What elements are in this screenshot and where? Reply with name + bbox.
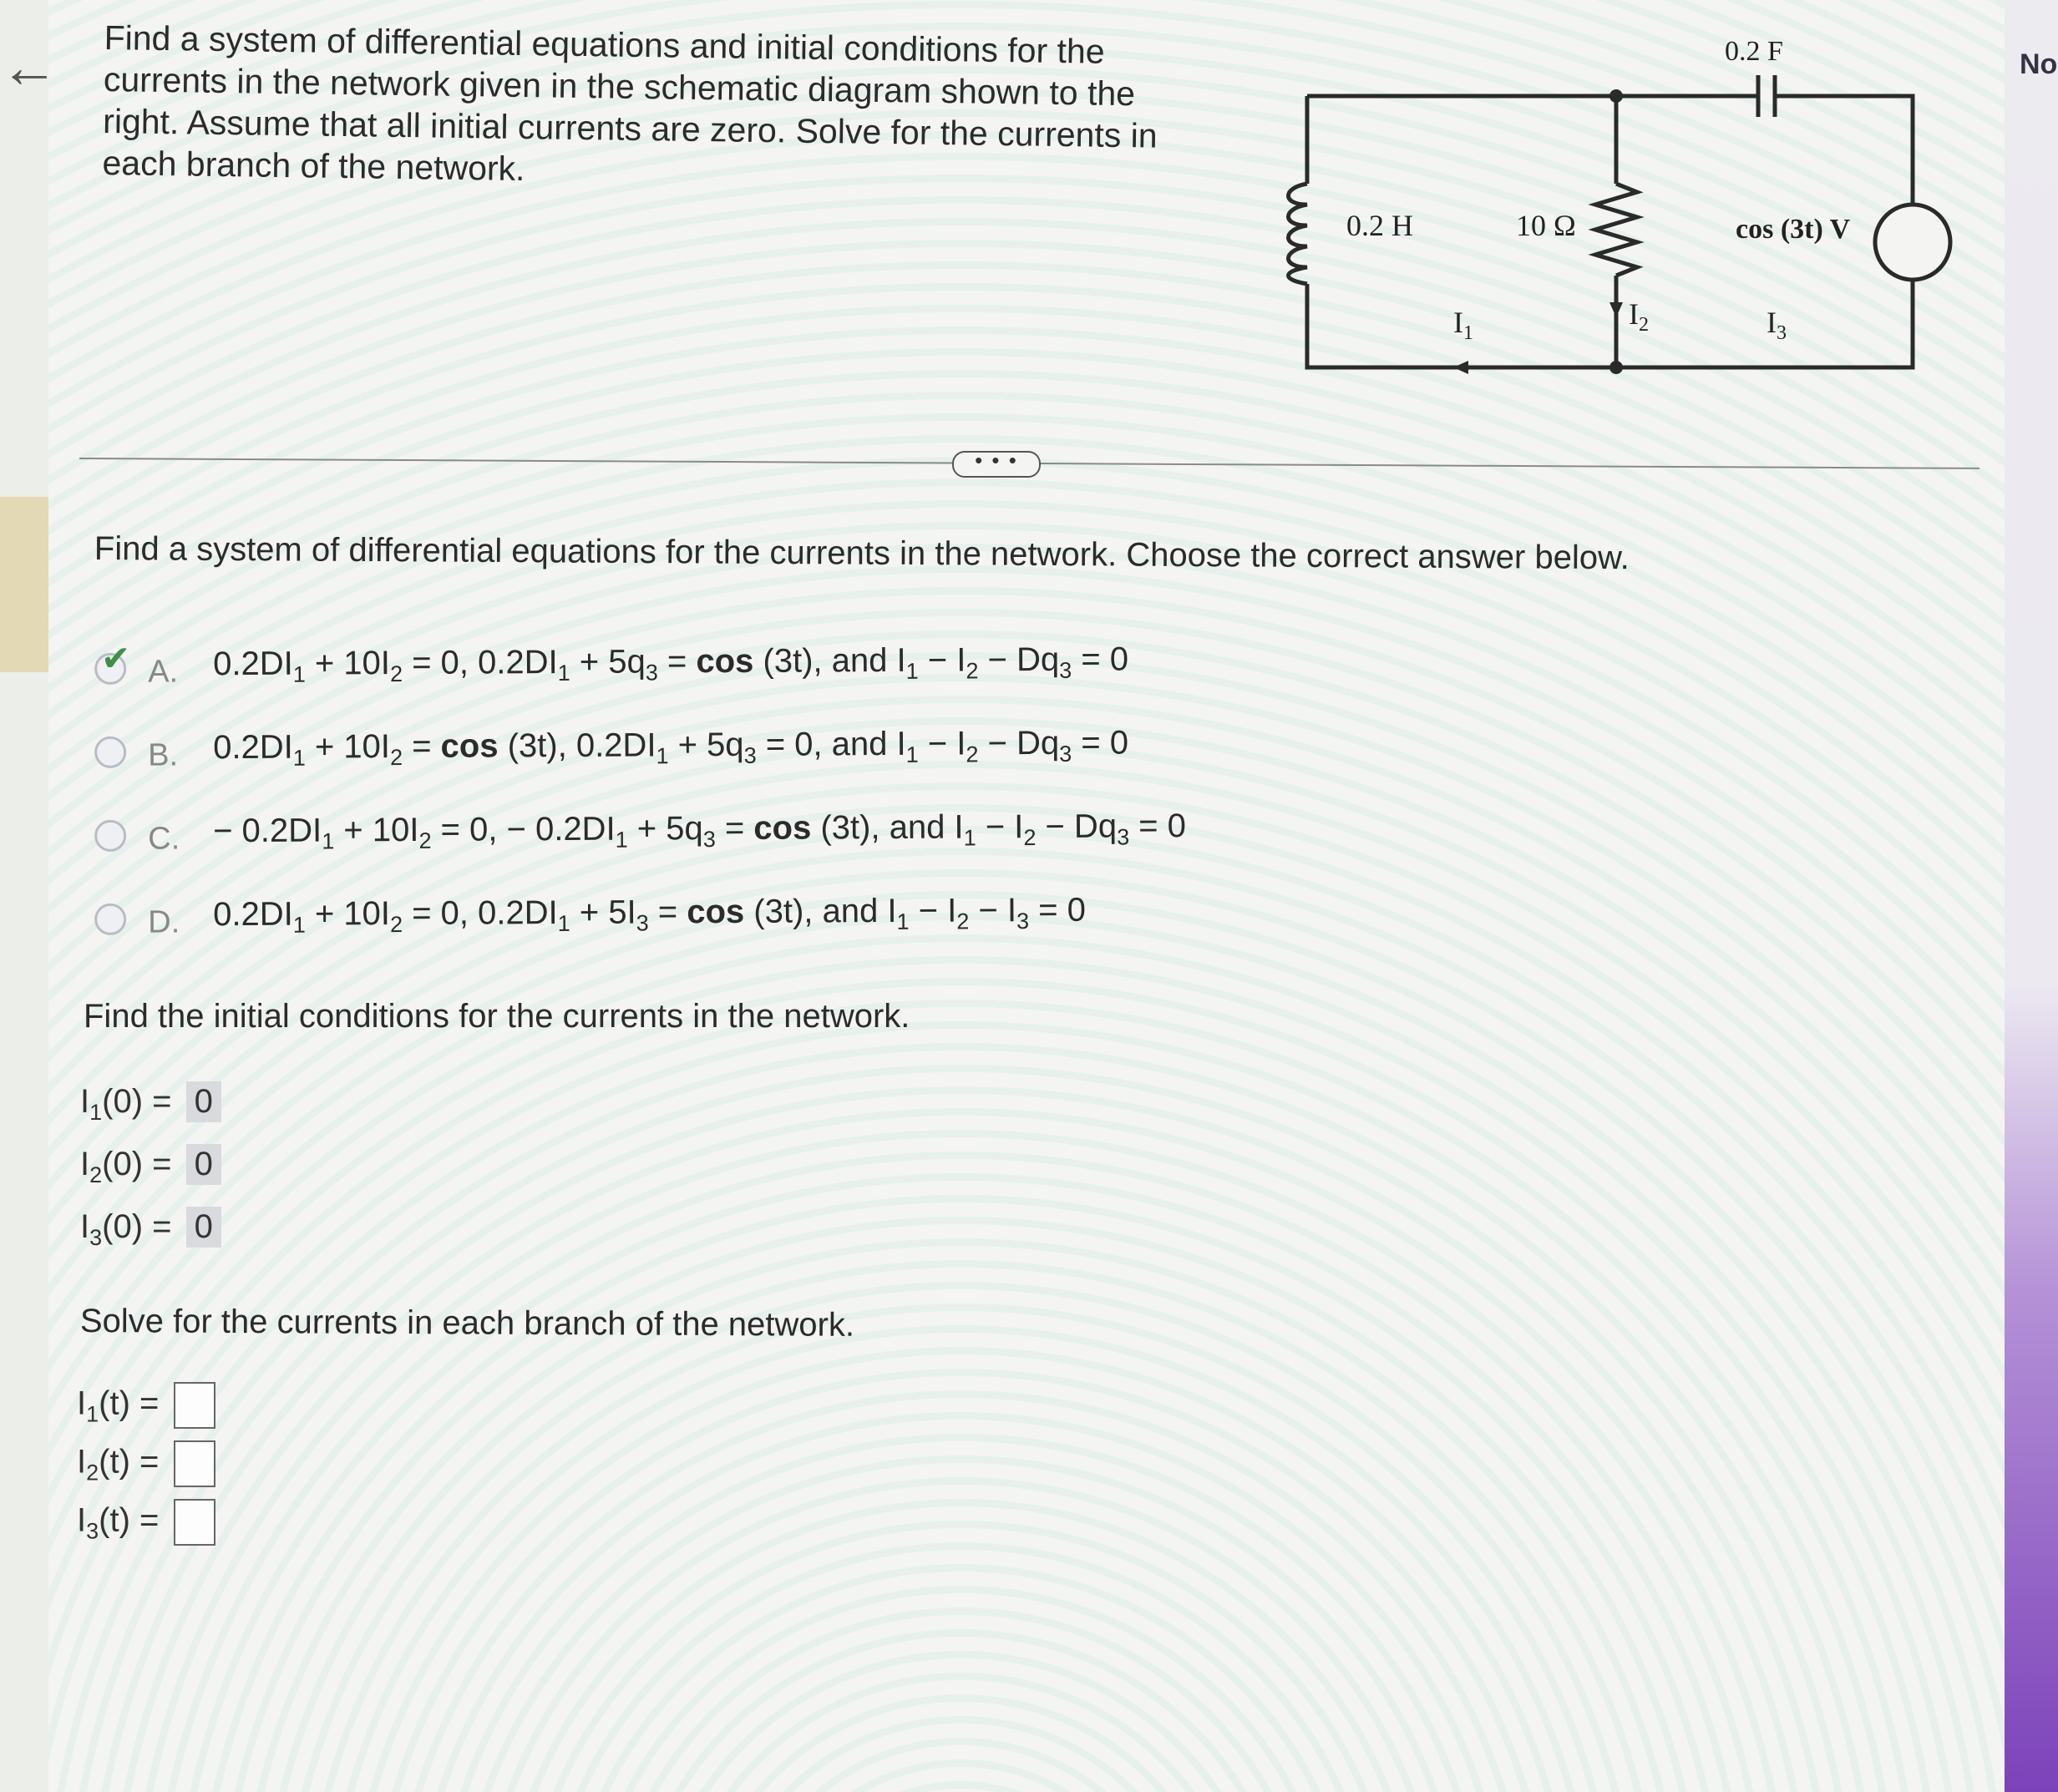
option-a-text: $0.2DI_1 + 10I_2 = 0$, $0.2DI_1 + 5q_3 = \cos (3t)$, and $I_1 - I_2 - Dq_3 = 0$ bbox=[213, 640, 1129, 687]
current-2-arrow bbox=[1609, 302, 1623, 317]
current-2-label: $I_2$ bbox=[1629, 297, 1649, 336]
solution-row: $I_3(t)$ = bbox=[77, 1499, 215, 1546]
circuit-diagram bbox=[1278, 25, 1971, 392]
voltage-source-symbol bbox=[1875, 205, 1950, 280]
option-c-letter: C. bbox=[148, 821, 180, 857]
junction-bottom bbox=[1609, 361, 1623, 374]
left-progress-accent bbox=[0, 497, 48, 672]
current-3-label: $I_3$ bbox=[1767, 306, 1787, 344]
answer-input[interactable] bbox=[174, 1499, 215, 1546]
inductor-label: 0.2 H bbox=[1346, 209, 1413, 242]
arrow-left-icon[interactable]: ← bbox=[0, 34, 58, 99]
inductor-symbol bbox=[1289, 184, 1308, 284]
part3-prompt: Solve for the currents in each branch of the network. bbox=[79, 1303, 855, 1344]
left-nav-strip bbox=[0, 0, 58, 1792]
answer-value: 0 bbox=[186, 1207, 221, 1248]
option-c-text: − $0.2DI_1 + 10I_2 = 0$, − $0.2DI_1 + 5q_3 = \cos (3t)$, and $I_1 - I_2 - Dq_3 = 0$ bbox=[213, 807, 1187, 854]
expand-divider-button[interactable]: • • • bbox=[952, 451, 1041, 478]
part1-prompt: Find a system of differential equations for the currents in the network. Choose the correct answer below. bbox=[94, 530, 1630, 577]
initial-condition-row: $I_2(0) = 0$ bbox=[80, 1144, 221, 1188]
answer-value: 0 bbox=[186, 1144, 221, 1185]
option-b-text: $0.2DI_1 + 10I_2 = \cos (3t)$, $0.2DI_1 + 5q_3 = 0$, and $I_1 - I_2 - Dq_3 = 0$ bbox=[213, 724, 1129, 771]
right-sidebar bbox=[2005, 0, 2058, 1792]
bottom-wire-right bbox=[1616, 280, 1913, 367]
source-label: cos (3t) V bbox=[1736, 214, 1851, 245]
current-1-label: $I_1$ bbox=[1453, 306, 1473, 344]
question-text: Find a system of differential equations and initial conditions for the currents in the network given in the schematic diagram shown to the right. Assume that all initial currents are zero. Solve for the currents in each branch of the network. bbox=[102, 18, 1158, 189]
option-d[interactable] bbox=[88, 885, 1299, 950]
solution-row: $I_1(t)$ = bbox=[77, 1382, 215, 1429]
next-button[interactable]: No bbox=[2020, 48, 2058, 80]
initial-condition-row: $I_3(0) = 0$ bbox=[80, 1207, 221, 1251]
option-a-letter: A. bbox=[148, 654, 179, 690]
option-b-radio[interactable] bbox=[94, 737, 126, 768]
junction-top bbox=[1609, 89, 1623, 103]
capacitor-symbol bbox=[1758, 75, 1775, 117]
option-a[interactable] bbox=[88, 635, 1299, 700]
answer-input[interactable] bbox=[174, 1382, 215, 1429]
answer-value: 0 bbox=[186, 1081, 221, 1122]
resistor-label: 10 Ω bbox=[1516, 209, 1576, 242]
option-d-letter: D. bbox=[148, 904, 180, 940]
answer-input[interactable] bbox=[174, 1440, 215, 1487]
option-d-radio[interactable] bbox=[94, 904, 126, 935]
current-1-arrow bbox=[1453, 361, 1468, 374]
option-b-letter: B. bbox=[148, 737, 179, 773]
part2-prompt: Find the initial conditions for the currents in the network. bbox=[84, 998, 910, 1035]
capacitor-label: 0.2 F bbox=[1725, 36, 1783, 67]
resistor-symbol bbox=[1595, 184, 1637, 276]
checkmark-icon: ✔ bbox=[100, 638, 131, 678]
solution-row: $I_2(t)$ = bbox=[77, 1440, 215, 1487]
option-b[interactable] bbox=[88, 718, 1299, 783]
option-c-radio[interactable] bbox=[94, 820, 126, 852]
initial-condition-row: $I_1(0) = 0$ bbox=[80, 1081, 221, 1126]
option-c[interactable] bbox=[88, 802, 1299, 867]
option-d-text: $0.2DI_1 + 10I_2 = 0$, $0.2DI_1 + 5I_3 = \cos (3t)$, and $I_1 - I_2 - I_3 = 0$ bbox=[213, 891, 1086, 938]
top-wire-right bbox=[1616, 96, 1913, 205]
